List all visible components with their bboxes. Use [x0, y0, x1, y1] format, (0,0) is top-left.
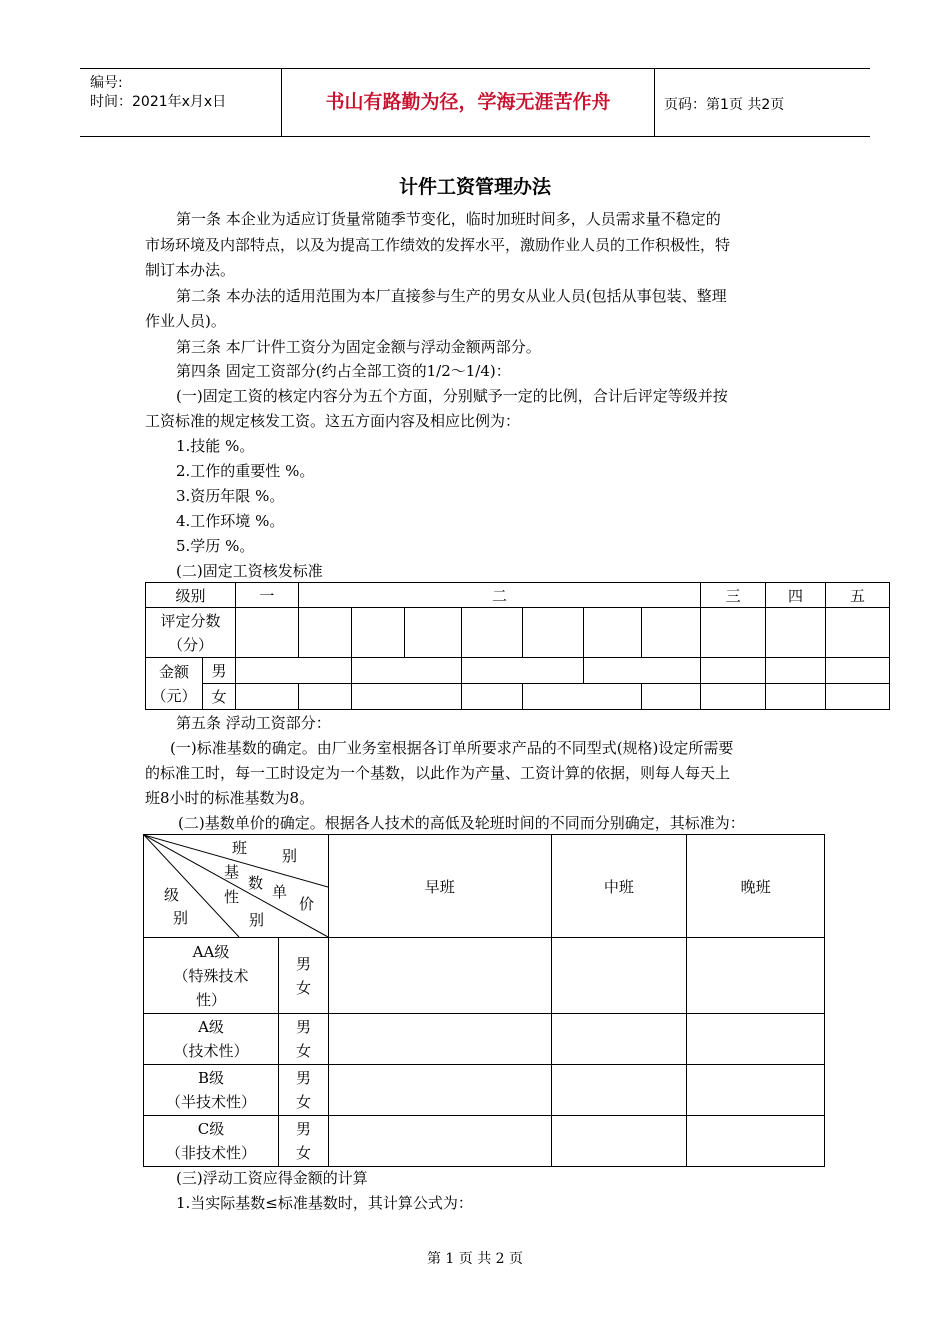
diag-label-shu: 数 — [248, 874, 264, 892]
diagonal-header — [144, 835, 329, 938]
female-label: 女 — [295, 1042, 311, 1060]
table-cell — [701, 684, 766, 710]
table-cell — [461, 658, 584, 684]
grade-a-desc: （技术性） — [173, 1042, 249, 1060]
male-label: 男 — [295, 954, 311, 973]
shift-morning: 早班 — [329, 835, 552, 938]
table-cell — [584, 658, 701, 684]
article-4-sec-2: (二)固定工资核发标准 — [176, 562, 323, 580]
article-2-line-1: 第二条 本办法的适用范围为本厂直接参与生产的男女从业人员(包括从事包装、整理 — [176, 287, 727, 305]
unit-price-table — [143, 834, 825, 1167]
female-label: 女 — [295, 978, 311, 997]
table-cell — [329, 1065, 552, 1116]
table-cell — [642, 684, 701, 710]
document-number-label: 编号: — [90, 75, 123, 91]
article-4-sec-1-line-2: 工资标准的规定核发工资。这五方面内容及相应比例为： — [145, 412, 521, 430]
diag-label-dan: 单 — [272, 883, 288, 901]
article-1-line-2: 市场环境及内部特点，以及为提高工作绩效的发挥水平，激励作业人员的工作积极性，特 — [145, 236, 731, 254]
document-title: 计件工资管理办法 — [398, 176, 551, 198]
table-cell — [687, 1065, 825, 1116]
table-cell — [404, 608, 461, 658]
table-cell — [825, 684, 889, 710]
table-cell — [687, 1014, 825, 1065]
grade-aa-desc-2: 性） — [195, 990, 226, 1009]
female-label: 女 — [202, 684, 235, 710]
grade-aa-name: AA级 — [192, 942, 230, 961]
article-5-sec-3-item-1: 1.当实际基数≤标准基数时，其计算公式为： — [176, 1194, 473, 1212]
level-2: 二 — [298, 583, 700, 608]
level-3: 三 — [701, 583, 766, 608]
amount-header — [146, 658, 203, 710]
table-cell — [551, 1065, 687, 1116]
grade-aa-desc-1: （特殊技术 — [173, 966, 249, 985]
grade-b — [144, 1065, 279, 1116]
grade-c-desc: （非技术性） — [165, 1144, 256, 1162]
male-label: 男 — [202, 658, 235, 684]
article-2-line-2: 作业人员)。 — [145, 312, 226, 330]
table-cell — [298, 608, 351, 658]
table-cell — [351, 684, 461, 710]
gender-cell — [279, 1116, 329, 1167]
grade-a — [144, 1014, 279, 1065]
gender-cell — [279, 938, 329, 1014]
table-cell — [687, 938, 825, 1014]
amount-label: 金额 — [158, 662, 189, 681]
table-cell — [584, 608, 642, 658]
table-cell — [329, 938, 552, 1014]
female-label: 女 — [295, 1093, 311, 1111]
list-item-environment: 4.工作环境 %。 — [176, 512, 285, 530]
level-header: 级别 — [146, 583, 236, 608]
score-header — [146, 608, 236, 658]
male-label: 男 — [295, 1120, 311, 1138]
female-label: 女 — [295, 1144, 311, 1162]
score-unit: （分） — [167, 635, 213, 654]
table-cell — [825, 608, 889, 658]
table-cell — [298, 684, 351, 710]
grade-a-name: A级 — [198, 1018, 224, 1036]
article-5-sec-1-line-2: 的标准工时，每一工时设定为一个基数，以此作为产量、工资计算的依据，则每人每天上 — [145, 764, 731, 782]
table-cell — [235, 658, 351, 684]
table-cell — [329, 1014, 552, 1065]
article-1-line-3: 制订本办法。 — [145, 261, 236, 279]
shift-middle: 中班 — [551, 835, 687, 938]
level-4: 四 — [766, 583, 826, 608]
table-cell — [687, 1116, 825, 1167]
grade-c — [144, 1116, 279, 1167]
diag-label-bie1: 别 — [282, 847, 298, 865]
article-5-sec-2: (二)基数单价的确定。根据各人技术的高低及轮班时间的不同而分别确定，其标准为： — [178, 814, 745, 832]
article-4: 第四条 固定工资部分(约占全部工资的1/2～1/4)： — [176, 362, 511, 380]
score-label: 评定分数 — [160, 611, 221, 630]
list-item-importance: 2.工作的重要性 %。 — [176, 462, 315, 480]
list-item-seniority: 3.资历年限 %。 — [176, 487, 285, 505]
table-cell — [766, 658, 826, 684]
header-divider-right — [654, 68, 655, 136]
article-5-sec-3: (三)浮动工资应得金额的计算 — [176, 1169, 368, 1187]
list-item-education: 5.学历 %。 — [176, 537, 255, 555]
amount-unit: （元） — [151, 686, 197, 705]
shift-night: 晚班 — [687, 835, 825, 938]
fixed-wage-table — [145, 582, 890, 710]
table-cell — [825, 658, 889, 684]
diag-label-bie3: 别 — [173, 909, 189, 927]
table-cell — [551, 1116, 687, 1167]
gender-cell — [279, 1065, 329, 1116]
article-3: 第三条 本厂计件工资分为固定金额与浮动金额两部分。 — [176, 338, 541, 356]
article-1-line-1: 第一条 本企业为适应订货量常随季节变化，临时加班时间多，人员需求量不稳定的 — [176, 210, 721, 228]
table-cell — [766, 684, 826, 710]
diag-label-xing: 性 — [224, 888, 240, 906]
table-cell — [235, 684, 298, 710]
male-label: 男 — [295, 1018, 311, 1036]
gender-cell — [279, 1014, 329, 1065]
article-5-sec-1-line-1: (一)标准基数的确定。由厂业务室根据各订单所要求产品的不同型式(规格)设定所需要 — [170, 739, 734, 757]
page-footer: 第 1 页 共 2 页 — [426, 1251, 524, 1267]
table-cell — [523, 684, 642, 710]
table-cell — [701, 608, 766, 658]
table-cell — [766, 608, 826, 658]
table-cell — [551, 1014, 687, 1065]
grade-aa — [144, 938, 279, 1014]
table-cell — [642, 608, 701, 658]
table-cell — [351, 608, 404, 658]
diag-label-jia: 价 — [299, 895, 315, 913]
level-5: 五 — [825, 583, 889, 608]
grade-b-desc: （半技术性） — [165, 1093, 256, 1111]
table-cell — [701, 658, 766, 684]
header-motto: 书山有路勤为径，学海无涯苦作舟 — [325, 91, 611, 113]
level-1: 一 — [235, 583, 298, 608]
list-item-skill: 1.技能 %。 — [176, 437, 255, 455]
document-time-label: 时间：2021年x月x日 — [90, 94, 227, 110]
article-4-sec-1-line-1: (一)固定工资的核定内容分为五个方面，分别赋予一定的比例，合计后评定等级并按 — [176, 387, 728, 405]
article-5: 第五条 浮动工资部分： — [176, 714, 331, 732]
diag-label-bie2: 别 — [249, 911, 265, 929]
header-bottom-rule — [80, 136, 870, 137]
table-cell — [351, 658, 461, 684]
male-label: 男 — [295, 1069, 311, 1087]
diag-label-ji2: 级 — [164, 886, 180, 904]
table-cell — [235, 608, 298, 658]
table-cell — [551, 938, 687, 1014]
article-5-sec-1-line-3: 班8小时的标准基数为8。 — [145, 789, 315, 807]
table-cell — [523, 608, 584, 658]
grade-b-name: B级 — [197, 1069, 225, 1087]
table-cell — [329, 1116, 552, 1167]
diag-label-ban: 班 — [232, 839, 248, 857]
table-cell — [461, 608, 523, 658]
grade-c-name: C级 — [197, 1120, 225, 1138]
page-number-label: 页码：第1页 共2页 — [664, 97, 785, 113]
table-cell — [461, 684, 523, 710]
diag-label-ji: 基 — [224, 863, 240, 881]
